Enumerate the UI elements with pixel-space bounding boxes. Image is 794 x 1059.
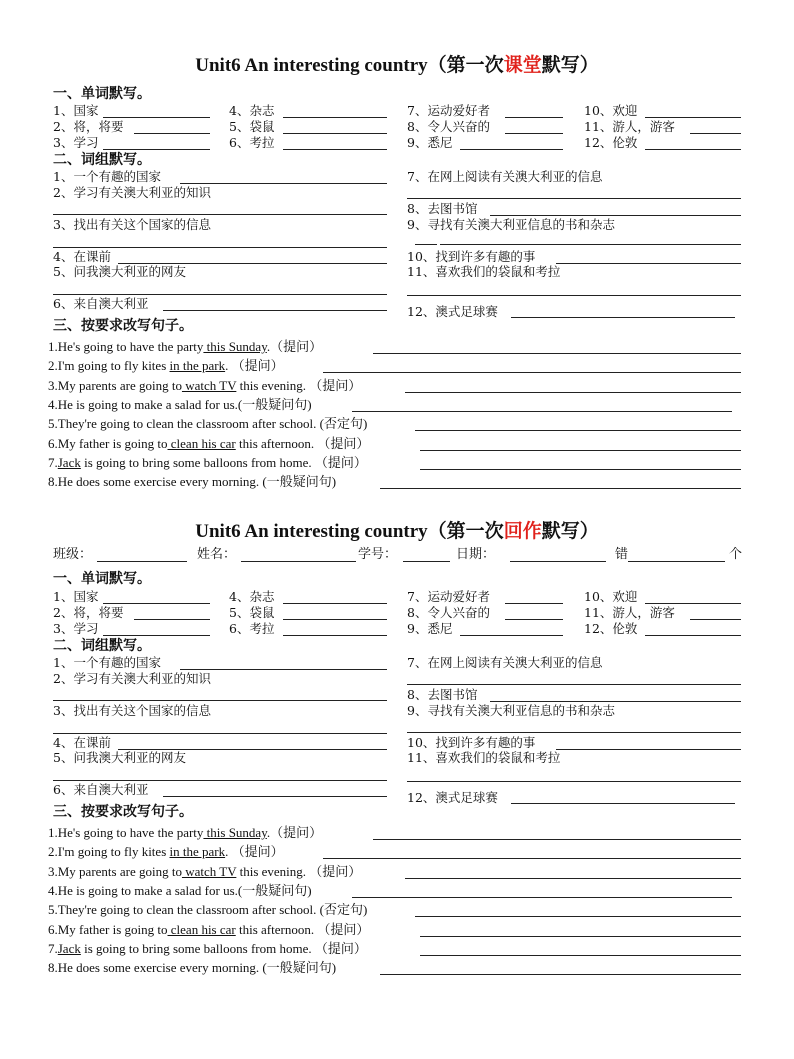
word-prompt: 7、运动爱好者 xyxy=(407,589,490,604)
answer-line[interactable] xyxy=(505,603,563,604)
answer-line[interactable] xyxy=(53,700,387,701)
phrase-prompt: 1、一个有趣的国家 xyxy=(53,655,161,670)
answer-line[interactable] xyxy=(420,469,741,470)
section-sentences-title: 三、按要求改写句子。 xyxy=(53,318,193,334)
sentence-prompt: 2.I'm going to fly kites in the park. （提问） xyxy=(48,358,284,373)
word-prompt: 5、袋鼠 xyxy=(229,119,275,134)
answer-line[interactable] xyxy=(373,839,741,840)
word-prompt: 11、游人，游客 xyxy=(584,119,675,134)
answer-line[interactable] xyxy=(53,247,387,248)
answer-line[interactable] xyxy=(415,916,741,917)
word-prompt: 3、学习 xyxy=(53,621,99,636)
answer-line[interactable] xyxy=(645,149,741,150)
phrase-prompt: 8、去图书馆 xyxy=(407,687,478,702)
sentence-prompt: 4.He is going to make a salad for us.(一般疑问句) xyxy=(48,883,312,898)
phrase-prompt: 2、学习有关澳大利亚的知识 xyxy=(53,671,211,686)
word-prompt: 8、令人兴奋的 xyxy=(407,605,490,620)
answer-line[interactable] xyxy=(505,117,563,118)
sentence-prompt: 3.My parents are going to watch TV this evening. （提问） xyxy=(48,864,362,879)
phrase-prompt: 7、在网上阅读有关澳大利亚的信息 xyxy=(407,169,603,184)
class-field[interactable] xyxy=(97,561,187,562)
sentence-prompt: 4.He is going to make a salad for us.(一般疑问句) xyxy=(48,397,312,412)
answer-line[interactable] xyxy=(511,803,735,804)
phrase-prompt: 9、寻找有关澳大利亚信息的书和杂志 xyxy=(407,703,615,718)
phrase-prompt: 6、来自澳大利亚 xyxy=(53,782,149,797)
answer-line[interactable] xyxy=(103,603,210,604)
phrase-prompt: 9、寻找有关澳大利亚信息的书和杂志 xyxy=(407,217,615,232)
phrase-prompt: 7、在网上阅读有关澳大利亚的信息 xyxy=(407,655,603,670)
phrase-prompt: 4、在课前 xyxy=(53,249,111,264)
phrase-prompt: 11、喜欢我们的袋鼠和考拉 xyxy=(407,264,561,279)
phrase-prompt: 2、学习有关澳大利亚的知识 xyxy=(53,185,211,200)
word-prompt: 7、运动爱好者 xyxy=(407,103,490,118)
sentence-prompt: 6.My father is going to clean his car this afternoon. （提问） xyxy=(48,922,370,937)
answer-line[interactable] xyxy=(420,955,741,956)
word-prompt: 9、悉尼 xyxy=(407,135,453,150)
section-words-title: 一、单词默写。 xyxy=(53,571,151,587)
answer-line[interactable] xyxy=(645,635,741,636)
errors-field[interactable] xyxy=(628,561,725,562)
student-id-field[interactable] xyxy=(403,561,450,562)
section-sentences-title: 三、按要求改写句子。 xyxy=(53,804,193,820)
answer-line[interactable] xyxy=(460,635,563,636)
phrase-prompt: 10、找到许多有趣的事 xyxy=(407,249,536,264)
phrase-prompt: 10、找到许多有趣的事 xyxy=(407,735,536,750)
answer-line[interactable] xyxy=(163,796,387,797)
sentence-prompt: 7.Jack is going to bring some balloons from home. （提问） xyxy=(48,455,367,470)
answer-line[interactable] xyxy=(505,619,563,620)
class-label: 班级： xyxy=(53,547,93,562)
answer-line[interactable] xyxy=(103,117,210,118)
answer-line[interactable] xyxy=(283,149,387,150)
answer-line[interactable] xyxy=(415,430,741,431)
errors-label: 错 xyxy=(615,547,629,562)
sentence-prompt: 8.He does some exercise every morning. (一般疑问句) xyxy=(48,474,337,489)
word-prompt: 10、欢迎 xyxy=(584,103,638,118)
word-prompt: 4、杂志 xyxy=(229,103,275,118)
answer-line[interactable] xyxy=(283,635,387,636)
phrase-prompt: 3、找出有关这个国家的信息 xyxy=(53,217,211,232)
sentence-prompt: 5.They're going to clean the classroom after school. (否定句) xyxy=(48,902,368,917)
answer-line[interactable] xyxy=(405,392,741,393)
word-prompt: 2、将，将要 xyxy=(53,119,124,134)
sentence-prompt: 1.He's going to have the party this Sunday.（提问） xyxy=(48,825,323,840)
answer-line[interactable] xyxy=(53,780,387,781)
phrase-prompt: 5、问我澳大利亚的网友 xyxy=(53,264,186,279)
word-prompt: 9、悉尼 xyxy=(407,621,453,636)
answer-line[interactable] xyxy=(407,781,741,782)
word-prompt: 10、欢迎 xyxy=(584,589,638,604)
answer-line[interactable] xyxy=(134,619,210,620)
answer-line[interactable] xyxy=(53,214,387,215)
word-prompt: 3、学习 xyxy=(53,135,99,150)
word-prompt: 12、伦敦 xyxy=(584,621,638,636)
date-field[interactable] xyxy=(510,561,606,562)
answer-line[interactable] xyxy=(323,858,741,859)
answer-line[interactable] xyxy=(645,117,741,118)
word-prompt: 1、国家 xyxy=(53,103,99,118)
phrase-prompt: 11、喜欢我们的袋鼠和考拉 xyxy=(407,750,561,765)
phrase-prompt: 1、一个有趣的国家 xyxy=(53,169,161,184)
answer-line[interactable] xyxy=(163,310,387,311)
sentence-prompt: 2.I'm going to fly kites in the park. （提问） xyxy=(48,844,284,859)
answer-line[interactable] xyxy=(103,635,210,636)
word-prompt: 6、考拉 xyxy=(229,621,275,636)
word-prompt: 4、杂志 xyxy=(229,589,275,604)
count-label: 个 xyxy=(729,547,743,562)
student-id-label: 学号： xyxy=(358,547,398,562)
sentence-prompt: 5.They're going to clean the classroom after school. (否定句) xyxy=(48,416,368,431)
sentence-prompt: 8.He does some exercise every morning. (一般疑问句) xyxy=(48,960,337,975)
answer-line[interactable] xyxy=(352,897,732,898)
date-label: 日期： xyxy=(456,547,496,562)
word-prompt: 11、游人，游客 xyxy=(584,605,675,620)
section-words-title: 一、单词默写。 xyxy=(53,86,151,102)
sentence-prompt: 3.My parents are going to watch TV this evening. （提问） xyxy=(48,378,362,393)
answer-line[interactable] xyxy=(352,411,732,412)
word-prompt: 1、国家 xyxy=(53,589,99,604)
answer-line[interactable] xyxy=(645,603,741,604)
answer-line[interactable] xyxy=(283,619,387,620)
word-prompt: 12、伦敦 xyxy=(584,135,638,150)
phrase-prompt: 5、问我澳大利亚的网友 xyxy=(53,750,186,765)
page-title: Unit6 An interesting country（第一次课堂默写） xyxy=(195,55,599,76)
answer-line[interactable] xyxy=(407,732,741,733)
answer-line[interactable] xyxy=(556,263,741,264)
phrase-prompt: 3、找出有关这个国家的信息 xyxy=(53,703,211,718)
phrase-prompt: 8、去图书馆 xyxy=(407,201,478,216)
word-prompt: 2、将，将要 xyxy=(53,605,124,620)
name-label: 姓名： xyxy=(197,547,237,562)
answer-line[interactable] xyxy=(505,133,563,134)
answer-line[interactable] xyxy=(380,488,741,489)
section-phrases-title: 二、词组默写。 xyxy=(53,638,151,654)
answer-line[interactable] xyxy=(420,936,741,937)
answer-line[interactable] xyxy=(490,215,741,216)
sentence-prompt: 1.He's going to have the party this Sunday.（提问） xyxy=(48,339,323,354)
answer-line[interactable] xyxy=(440,244,741,245)
answer-line[interactable] xyxy=(53,733,387,734)
answer-line[interactable] xyxy=(134,133,210,134)
page-title: Unit6 An interesting country（第一次回作默写） xyxy=(195,521,599,542)
answer-line[interactable] xyxy=(180,669,387,670)
answer-line[interactable] xyxy=(283,117,387,118)
phrase-prompt: 12、澳式足球赛 xyxy=(407,790,498,805)
sentence-prompt: 7.Jack is going to bring some balloons from home. （提问） xyxy=(48,941,367,956)
answer-line[interactable] xyxy=(415,244,437,245)
answer-line[interactable] xyxy=(556,749,741,750)
answer-line[interactable] xyxy=(511,317,735,318)
word-prompt: 8、令人兴奋的 xyxy=(407,119,490,134)
answer-line[interactable] xyxy=(407,295,741,296)
answer-line[interactable] xyxy=(53,294,387,295)
answer-line[interactable] xyxy=(407,684,741,685)
answer-line[interactable] xyxy=(407,198,741,199)
answer-line[interactable] xyxy=(373,353,741,354)
answer-line[interactable] xyxy=(103,149,210,150)
answer-line[interactable] xyxy=(420,450,741,451)
answer-line[interactable] xyxy=(283,603,387,604)
phrase-prompt: 12、澳式足球赛 xyxy=(407,304,498,319)
sentence-prompt: 6.My father is going to clean his car this afternoon. （提问） xyxy=(48,436,370,451)
phrase-prompt: 4、在课前 xyxy=(53,735,111,750)
word-prompt: 6、考拉 xyxy=(229,135,275,150)
answer-line[interactable] xyxy=(490,701,741,702)
answer-line[interactable] xyxy=(323,372,741,373)
answer-line[interactable] xyxy=(405,878,741,879)
answer-line[interactable] xyxy=(283,133,387,134)
answer-line[interactable] xyxy=(180,183,387,184)
answer-line[interactable] xyxy=(460,149,563,150)
name-field[interactable] xyxy=(241,561,356,562)
answer-line[interactable] xyxy=(380,974,741,975)
answer-line[interactable] xyxy=(690,133,741,134)
word-prompt: 5、袋鼠 xyxy=(229,605,275,620)
section-phrases-title: 二、词组默写。 xyxy=(53,152,151,168)
answer-line[interactable] xyxy=(690,619,741,620)
phrase-prompt: 6、来自澳大利亚 xyxy=(53,296,149,311)
